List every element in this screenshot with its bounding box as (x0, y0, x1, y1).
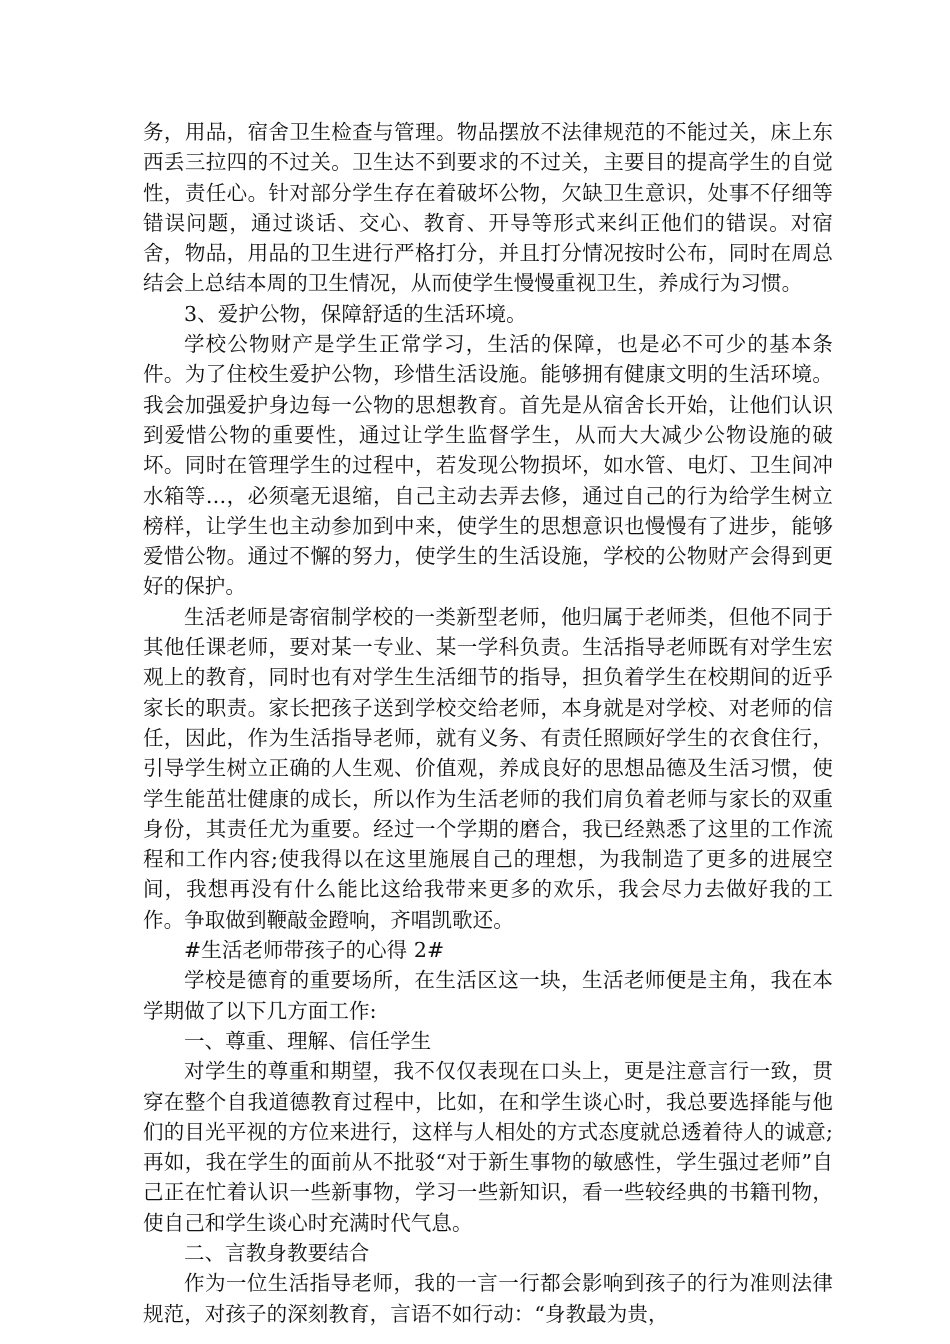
document-page (143, 117, 833, 1329)
heading-protect-public-property: 3、爱护公物，保障舒适的生活环境。 (184, 301, 527, 326)
paragraph-respect-students: 对学生的尊重和期望，我不仅仅表现在口头上，更是注意言行一致，贯穿在整个自我道德教育过程中，比如，在和学生谈心时，我总要选择能与他们的目光平视的方位来进行，这样与人相处的方式态度就总透着待人的诚意;再如，我在学生的面前从不批驳“对于新生事物的敏感性，学生强过老师”自己正在忙着认识一些新事物，学习一些新知识，看一些较经典的书籍刊物，使自己和学生谈心时充满时代气息。 (143, 1059, 833, 1235)
paragraph-life-teacher-role: 生活老师是寄宿制学校的一类新型老师，他归属于老师类，但他不同于其他任课老师，要对某一专业、某一学科负责。生活指导老师既有对学生宏观上的教育，同时也有对学生生活细节的指导，担负着学生在校期间的近乎家长的职责。家长把孩子送到学校交给老师，本身就是对学校、对老师的信任，因此，作为生活指导老师，就有义务、有责任照顾好学生的衣食住行，引导学生树立正确的人生观、价值观，养成良好的思想品德及生活习惯，使学生能茁壮健康的成长，所以作为生活老师的我们肩负着老师与家长的双重身份，其责任尤为重要。经过一个学期的磨合，我已经熟悉了这里的工作流程和工作内容;使我得以在这里施展自己的理想，为我制造了更多的进展空间，我想再没有什么能比这给我带来更多的欢乐，我会尽力去做好我的工作。争取做到鞭敲金蹬响，齐唱凯歌还。 (143, 604, 833, 932)
paragraph-teach-by-example: 作为一位生活指导老师，我的一言一行都会影响到孩子的行为准则法律规范，对孩子的深刻教育，言语不如行动：“身教最为贵， (143, 1271, 833, 1326)
paragraph-dormitory-hygiene: 务，用品，宿舍卫生检查与管理。物品摆放不法律规范的不能过关，床上东西丢三拉四的不过关。卫生达不到要求的不过关，主要目的提高学生的自觉性，责任心。针对部分学生存在着破坏公物，欠缺卫生意识，处事不仔细等错误问题，通过谈话、交心、教育、开导等形式来纠正他们的错误。对宿舍，物品，用品的卫生进行严格打分，并且打分情况按时公布，同时在周总结会上总结本周的卫生情况，从而使学生慢慢重视卫生，养成行为习惯。 (143, 120, 833, 296)
paragraph-school-moral-education: 学校是德育的重要场所，在生活区这一块，生活老师便是主角，我在本学期做了以下几方面工作: (143, 968, 833, 1023)
paragraph-public-property: 学校公物财产是学生正常学习，生活的保障，也是必不可少的基本条件。为了住校生爱护公物，珍惜生活设施。能够拥有健康文明的生活环境。我会加强爱护身边每一公物的思想教育。首先是从宿舍长开始，让他们认识到爱惜公物的重要性，通过让学生监督学生，从而大大减少公物设施的破坏。同时在管理学生的过程中，若发现公物损坏，如水管、电灯、卫生间冲水箱等…，必须毫无退缩，自己主动去弄去修，通过自己的行为给学生树立榜样，让学生也主动参加到中来，使学生的思想意识也慢慢有了进步，能够爱惜公物。通过不懈的努力，使学生的生活设施，学校的公物财产会得到更好的保护。 (143, 332, 833, 599)
heading-teach-by-example: 二、言教身教要结合 (184, 1240, 370, 1265)
section-title-experience-2: #生活老师带孩子的心得 2# (184, 938, 445, 963)
heading-respect-understand-trust: 一、尊重、理解、信任学生 (184, 1028, 432, 1053)
